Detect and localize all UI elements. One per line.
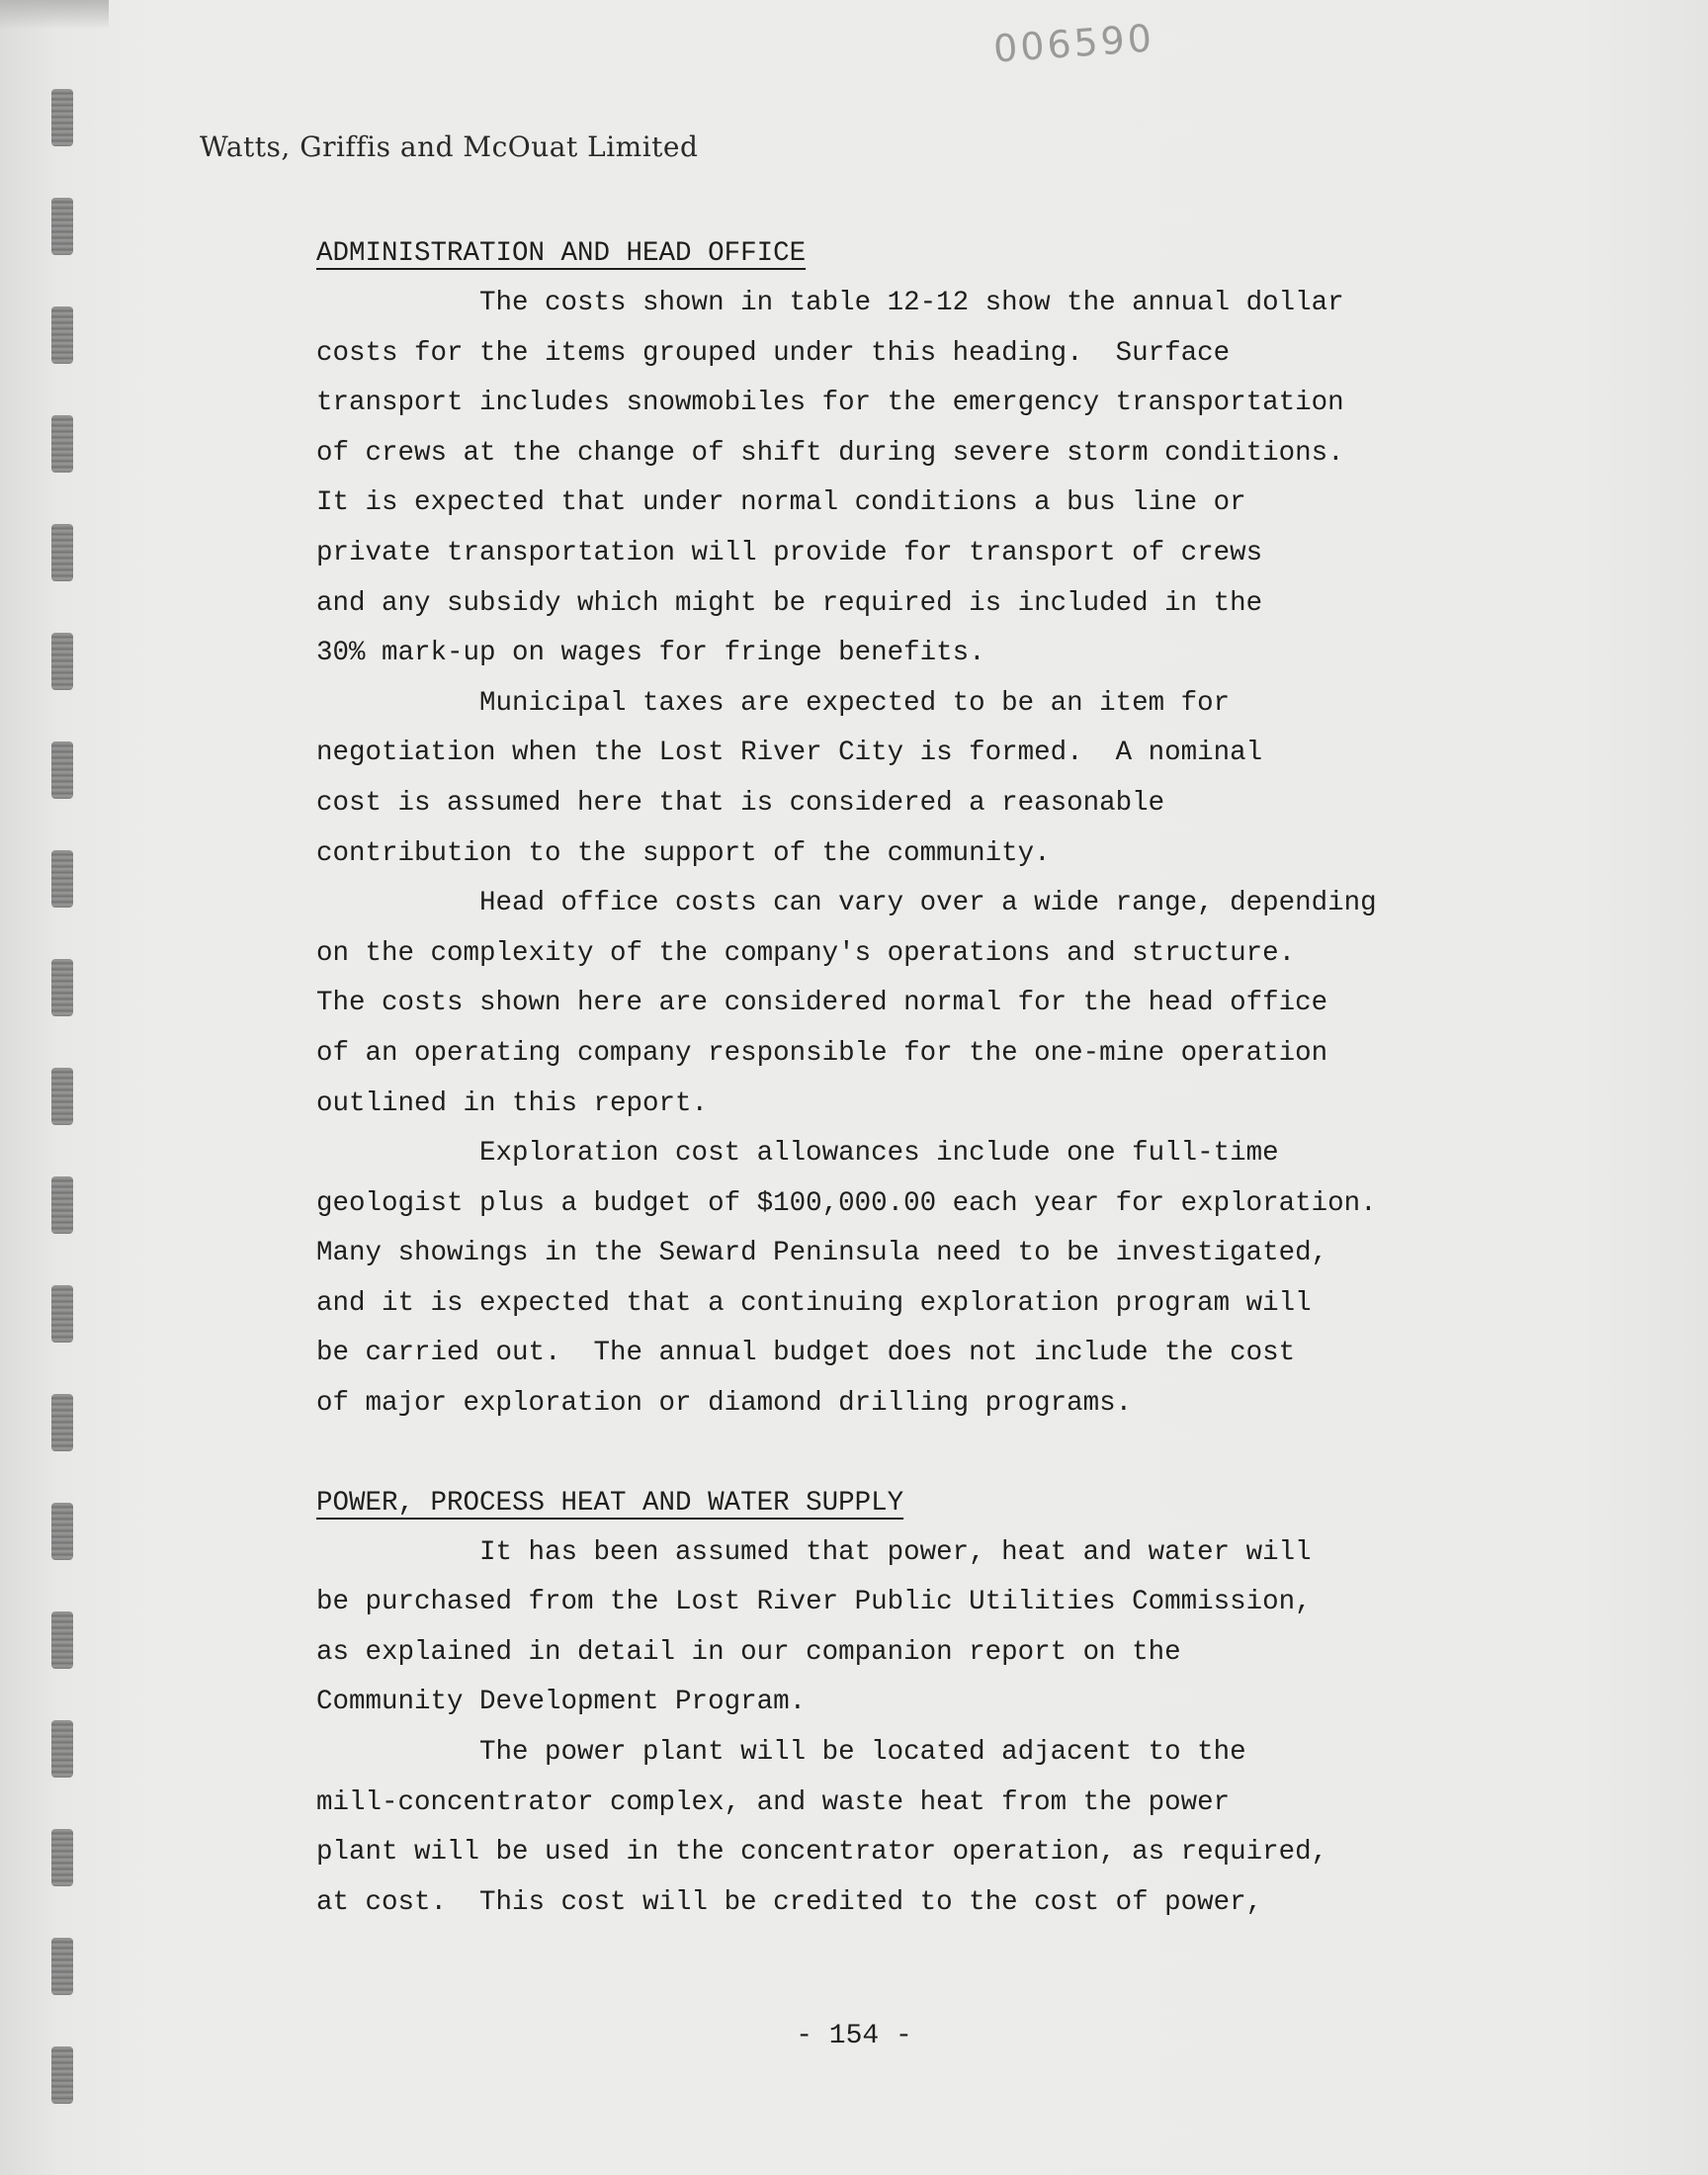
text-line: cost is assumed here that is considered a reasonable (316, 787, 1165, 819)
text-line: and any subsidy which might be required is included in the (316, 587, 1263, 619)
letterhead: Watts, Griffis and McOuat Limited (200, 130, 699, 163)
text-line: negotiation when the Lost River City is formed. A nominal (316, 738, 1263, 769)
text-line: plant will be used in the concentrator operation, as required, (316, 1837, 1328, 1869)
document-stamp-number: 006590 (991, 16, 1156, 71)
text-line: contribution to the support of the community. (316, 837, 1051, 869)
text-line: be purchased from the Lost River Public Utilities Commission, (316, 1587, 1312, 1618)
section-spacer (316, 1430, 1631, 1479)
text-line: 30% mark-up on wages for fringe benefits. (316, 638, 985, 669)
text-line: of crews at the change of shift during severe storm conditions. (316, 437, 1344, 469)
text-line: Community Development Program. (316, 1687, 807, 1718)
text-line: costs for the items grouped under this heading. Surface (316, 337, 1231, 369)
text-line: and it is expected that a continuing exploration program will (316, 1287, 1312, 1319)
binding-hole (51, 1285, 73, 1343)
text-line: The power plant will be located adjacent to the (316, 1737, 1246, 1769)
section-power (316, 1479, 1631, 1929)
binding-hole (51, 198, 73, 255)
binding-hole (51, 524, 73, 581)
binding-hole (51, 2046, 73, 2104)
text-line: It has been assumed that power, heat and water will (316, 1536, 1312, 1568)
text-line: at cost. This cost will be credited to the cost of power, (316, 1886, 1263, 1918)
page-body (316, 229, 1631, 1928)
corner-shadow (0, 0, 109, 30)
spiral-binding (28, 69, 97, 2145)
binding-hole (51, 1176, 73, 1234)
text-line: The costs shown here are considered normal for the head office (316, 988, 1328, 1019)
text-line: geologist plus a budget of $100,000.00 each year for exploration. (316, 1187, 1377, 1219)
text-line: on the complexity of the company's operations and structure. (316, 937, 1296, 969)
binding-hole (51, 415, 73, 473)
binding-hole (51, 850, 73, 908)
text-line: Exploration cost allowances include one full-time (316, 1138, 1279, 1170)
text-line: Municipal taxes are expected to be an item for (316, 687, 1231, 719)
binding-hole (51, 89, 73, 146)
binding-hole (51, 633, 73, 690)
page-number: - 154 - (796, 2021, 912, 2051)
section-heading: ADMINISTRATION AND HEAD OFFICE (316, 238, 807, 269)
text-line: private transportation will provide for transport of crews (316, 537, 1263, 568)
text-line: of major exploration or diamond drilling programs. (316, 1388, 1133, 1420)
text-line: Head office costs can vary over a wide range, depending (316, 888, 1377, 919)
text-line: of an operating company responsible for the one-mine operation (316, 1037, 1328, 1069)
binding-hole (51, 1938, 73, 1995)
text-line: It is expected that under normal conditions a bus line or (316, 487, 1246, 519)
section-administration (316, 229, 1631, 1430)
text-line: outlined in this report. (316, 1088, 709, 1119)
binding-hole (51, 306, 73, 364)
text-line: be carried out. The annual budget does not include the cost (316, 1338, 1296, 1369)
binding-hole (51, 1829, 73, 1886)
binding-hole (51, 1068, 73, 1125)
text-line: as explained in detail in our companion report on the (316, 1636, 1181, 1668)
text-line: The costs shown in table 12-12 show the annual dollar (316, 288, 1344, 318)
binding-hole (51, 1394, 73, 1451)
binding-hole (51, 1503, 73, 1560)
binding-hole (51, 959, 73, 1016)
text-line: mill-concentrator complex, and waste heat from the power (316, 1786, 1231, 1818)
text-line: transport includes snowmobiles for the emergency transportation (316, 388, 1344, 419)
binding-hole (51, 1611, 73, 1669)
binding-hole (51, 741, 73, 799)
section-heading: POWER, PROCESS HEAT AND WATER SUPPLY (316, 1487, 904, 1519)
text-line: Many showings in the Seward Peninsula need to be investigated, (316, 1238, 1328, 1269)
binding-hole (51, 1720, 73, 1778)
